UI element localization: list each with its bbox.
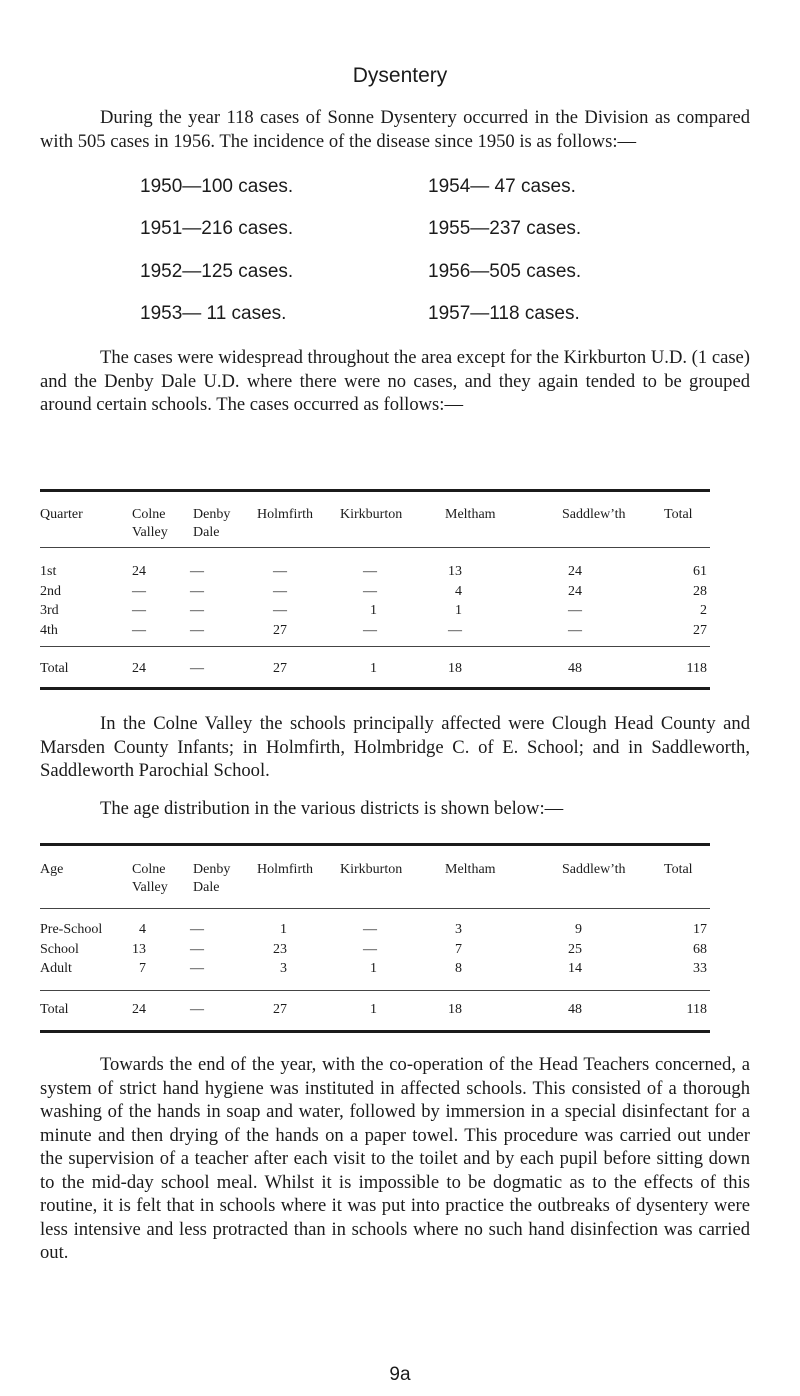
age-row-cell: 13 [132,941,146,957]
page-title: Dysentery [352,64,448,87]
age-row-cell: 8 [455,961,462,976]
quarter-row-label: 3rd [40,603,59,618]
table-header: Colne Valley [132,507,168,540]
table-header: Denby Dale [193,862,231,895]
year-entry: 1956—505 cases. [428,261,582,282]
year-entry: 1951—216 cases. [140,218,294,239]
year-entry: 1957—118 cases. [428,303,580,324]
intro-paragraph: During the year 118 cases of Sonne Dysentery occurred in the Division as compared with 505 cases in 1956. The incidence of the disease since 1950 is as follows:— [40,107,750,152]
quarter-row-label: 1st [40,564,57,579]
total-row-cell: — [190,1002,204,1017]
quarter-row-cell: 24 [132,564,146,579]
quarter-row-cell: 1 [455,603,462,618]
total-row-cell: 27 [273,661,287,676]
total-row-cell: 27 [273,1002,287,1017]
age-row-label: Adult [40,961,72,976]
quarter-row-label: 2nd [40,583,61,599]
total-row-cell: 118 [686,1002,707,1017]
age-row-cell: — [363,941,377,957]
age-row-label: School [40,941,79,957]
quarter-row-cell: — [132,603,146,618]
age-row-cell: 1 [280,922,287,937]
age-row-cell: 33 [693,961,707,976]
total-row-cell: 1 [370,661,377,676]
quarter-row-cell: — [132,583,146,599]
total-row-cell: 24 [132,661,146,676]
age-row-cell: 3 [455,922,462,937]
page-number: 9a [389,1364,411,1385]
age-row-cell: 9 [575,922,582,937]
schools-paragraph: In the Colne Valley the schools principally affected were Clough Head County and Marsden County Infants; in Holmfirth, Holmbridge C. of E. School; and in Saddleworth, Saddleworth Parochial School. [40,713,750,781]
age-row-cell: 14 [568,961,582,976]
quarter-row-cell: — [190,622,204,638]
table-rule [40,990,710,991]
total-row-cell: 24 [132,1002,146,1017]
quarter-row-cell: 28 [693,583,707,599]
quarter-row-cell: 13 [448,564,462,579]
total-row-cell: — [190,661,204,676]
table-header: Meltham [445,862,496,877]
table-header: Total [664,507,693,522]
total-row-label: Total [40,1002,69,1017]
age-row-cell: 25 [568,941,582,957]
total-row-label: Total [40,661,69,676]
distribution-paragraph: The cases were widespread throughout the area except for the Kirkburton U.D. (1 case) and the Denby Dale U.D. where there were no cases, and they again tended to be grouped around certain schools. The cases occurred as follows:— [40,347,751,415]
table-header: Kirkburton [340,507,403,522]
quarter-row-cell: — [568,622,582,638]
total-row-cell: 48 [568,661,582,676]
age-row-cell: 68 [693,941,707,957]
age-row-cell: 1 [370,961,377,976]
total-row-cell: 48 [568,1002,582,1017]
age-row-cell: 17 [693,922,707,937]
quarter-row-cell: 27 [693,622,707,638]
quarter-row-cell: — [132,622,146,638]
table-rule [40,687,710,690]
table-rule [40,547,710,548]
age-row-cell: 4 [139,922,146,937]
quarter-row-cell: 61 [693,564,707,579]
year-entry: 1950—100 cases. [140,176,294,197]
table-rule [40,843,710,846]
quarter-row-cell: — [363,564,377,579]
quarter-row-cell: 24 [568,583,582,599]
table-header: Age [40,862,64,877]
table-header: Holmfirth [257,507,313,522]
table-header: Saddlew’th [562,507,626,522]
year-entry: 1953— 11 cases. [140,303,287,324]
table-rule [40,646,710,647]
age-row-cell: — [190,941,204,957]
hygiene-paragraph: Towards the end of the year, with the co-operation of the Head Teachers concerned, a system of strict hand hygiene was instituted in affected schools. This consisted of a thorough washing of the hands in soap and water, followed by immersion in a special disinfectant for a minute and then drying of the hands on a paper towel. This procedure was carried out under the supervision of a teacher after each visit to the toilet and by each pupil before sitting down to the mid-day school meal. Whilst it is impossible to be dogmatic as to the effects of this routine, it is felt that in schools where it was put into practice the outbreaks of dysentery were less intensive and less protracted than in schools where no such hand disinfection was carried out. [40,1054,750,1263]
year-entry: 1952—125 cases. [140,261,294,282]
quarter-row-cell: — [273,564,287,579]
total-row-cell: 18 [448,661,462,676]
table-header: Kirkburton [340,862,403,877]
quarter-row-cell: — [363,583,377,599]
quarter-row-cell: — [363,622,377,638]
year-entry: 1955—237 cases. [428,218,582,239]
age-row-cell: — [190,961,204,976]
year-entry: 1954— 47 cases. [428,176,576,197]
table-header: Holmfirth [257,862,313,877]
table-rule [40,489,710,492]
table-rule [40,1030,710,1033]
quarter-row-cell: — [190,583,204,599]
age-intro-paragraph: The age distribution in the various districts is shown below:— [100,798,564,819]
table-rule [40,908,710,909]
quarter-row-cell: — [568,603,582,618]
age-row-cell: — [190,922,204,937]
table-header: Colne Valley [132,862,168,895]
table-header: Meltham [445,507,496,522]
table-header: Saddlew’th [562,862,626,877]
total-row-cell: 18 [448,1002,462,1017]
table-header: Denby Dale [193,507,231,540]
quarter-row-cell: — [273,583,287,599]
quarter-row-cell: 24 [568,564,582,579]
quarter-row-cell: — [273,603,287,618]
quarter-row-cell: 1 [370,603,377,618]
quarter-row-cell: — [448,622,462,638]
total-row-cell: 118 [686,661,707,676]
age-row-cell: 7 [455,941,462,957]
quarter-row-cell: 4 [455,583,462,599]
quarter-row-cell: 27 [273,622,287,638]
age-row-label: Pre-School [40,922,103,937]
age-row-cell: — [363,922,377,937]
age-row-cell: 7 [139,961,146,976]
table-header: Total [664,862,693,877]
quarter-row-cell: — [190,603,204,618]
total-row-cell: 1 [370,1002,377,1017]
quarter-row-cell: 2 [700,603,707,618]
quarter-row-cell: — [190,564,204,579]
table-header: Quarter [40,507,83,522]
age-row-cell: 3 [280,961,287,976]
quarter-row-label: 4th [40,622,58,638]
age-row-cell: 23 [273,941,287,957]
